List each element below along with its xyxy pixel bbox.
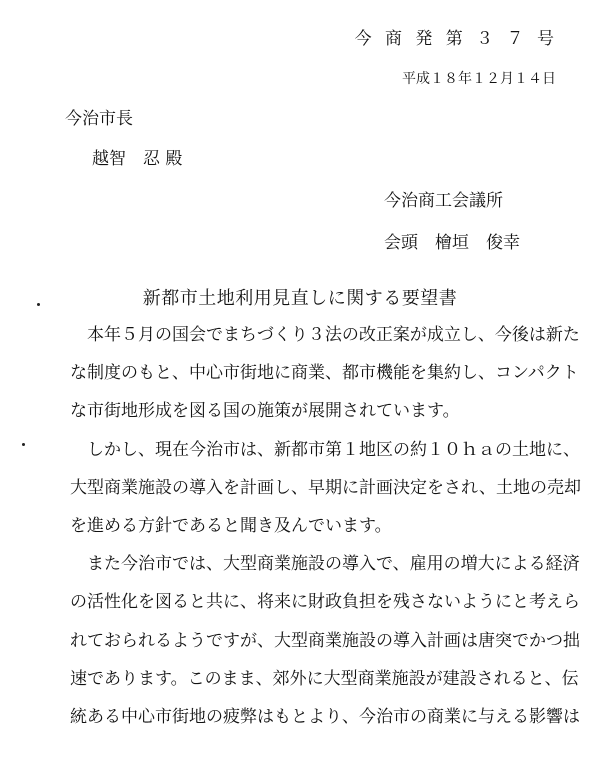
body-line: 本年５月の国会でまちづくり３法の改正案が成立し、今後は新た: [87, 325, 580, 345]
sender-organization: 今治商工会議所: [384, 191, 503, 211]
body-line: しかし、現在今治市は、新都市第１地区の約１０ｈａの土地に、: [87, 439, 580, 460]
addressee-name: 越智 忍 殿: [92, 149, 183, 169]
body-line: な制度のもと、中心市街地に商業、都市機能を集約し、コンパクト: [70, 363, 579, 384]
document-date: 平成１８年１２月１４日: [402, 71, 556, 87]
scan-speck: [37, 303, 40, 306]
addressee-title: 今治市長: [65, 109, 133, 129]
scan-speck: [22, 443, 25, 446]
body-line: 統ある中心市街地の疲弊はもとより、今治市の商業に与える影響は: [70, 706, 580, 727]
body-line: を進める方針であると聞き及んでいます。: [70, 515, 392, 536]
document-title: 新都市土地利用見直しに関する要望書: [142, 288, 458, 309]
document-number: 今 商 発 第 ３ ７ 号: [354, 29, 558, 49]
body-line: 速であります。このまま、郊外に大型商業施設が建設されると、伝: [70, 668, 579, 689]
body-line: 大型商業施設の導入を計画し、早期に計画決定をされ、土地の売却: [70, 477, 582, 498]
sender-name: 会頭 檜垣 俊幸: [384, 233, 520, 253]
body-line: れておられるようですが、大型商業施設の導入計画は唐突でかつ拙: [70, 630, 580, 651]
document-body: [70, 325, 582, 745]
body-line: の活性化を図ると共に、将来に財政負担を残さないようにと考えら: [70, 592, 580, 613]
body-line: な市街地形成を図る国の施策が展開されています。: [70, 401, 460, 422]
body-line: また今治市では、大型商業施設の導入で、雇用の増大による経済: [87, 554, 580, 575]
